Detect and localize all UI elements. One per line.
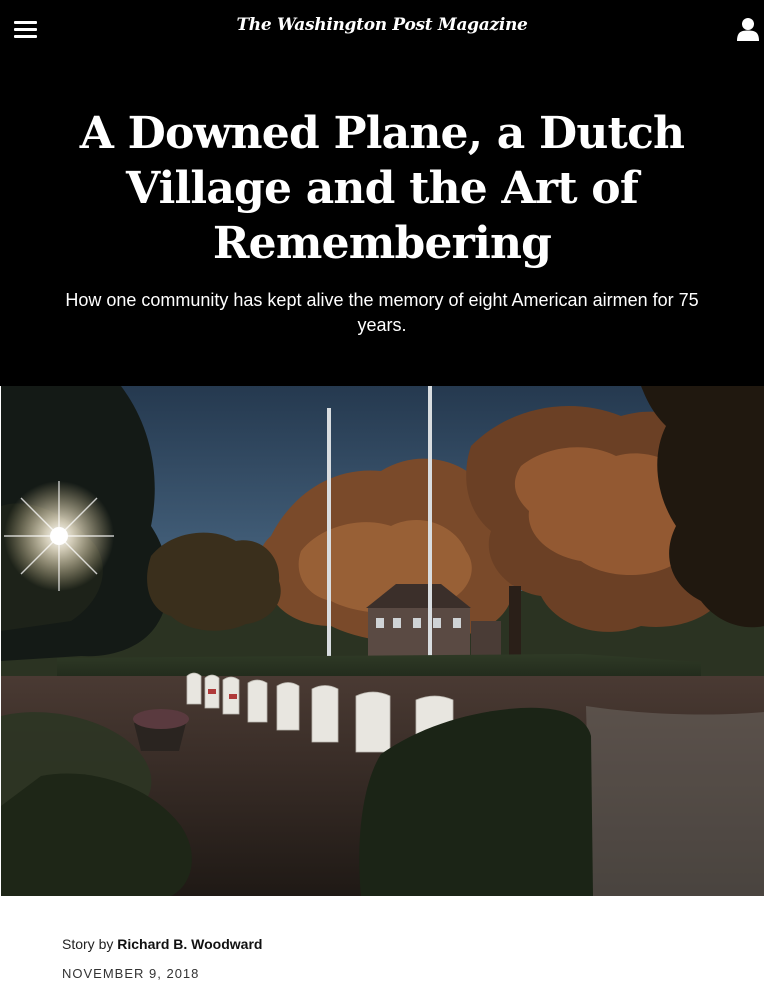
menu-icon-bar bbox=[14, 35, 37, 38]
user-icon[interactable] bbox=[737, 17, 759, 41]
byline-prefix: Story by bbox=[62, 936, 114, 952]
publish-date: NOVEMBER 9, 2018 bbox=[62, 966, 200, 981]
article-dek: How one community has kept alive the memory of eight American airmen for 75 years. bbox=[65, 290, 699, 335]
top-navigation-bar bbox=[0, 0, 764, 60]
article-hero bbox=[0, 0, 764, 386]
headline-line: Village and the Art of bbox=[126, 163, 638, 214]
headline-line: A Downed Plane, a Dutch bbox=[79, 108, 685, 159]
masthead-logo[interactable]: The Washington Post Magazine bbox=[236, 15, 528, 35]
article-byline bbox=[62, 936, 262, 952]
headline-line: Remembering bbox=[212, 218, 552, 269]
lead-photo-cemetery bbox=[1, 386, 764, 896]
article-headline bbox=[60, 106, 704, 271]
author-link[interactable]: Richard B. Woodward bbox=[117, 936, 263, 952]
